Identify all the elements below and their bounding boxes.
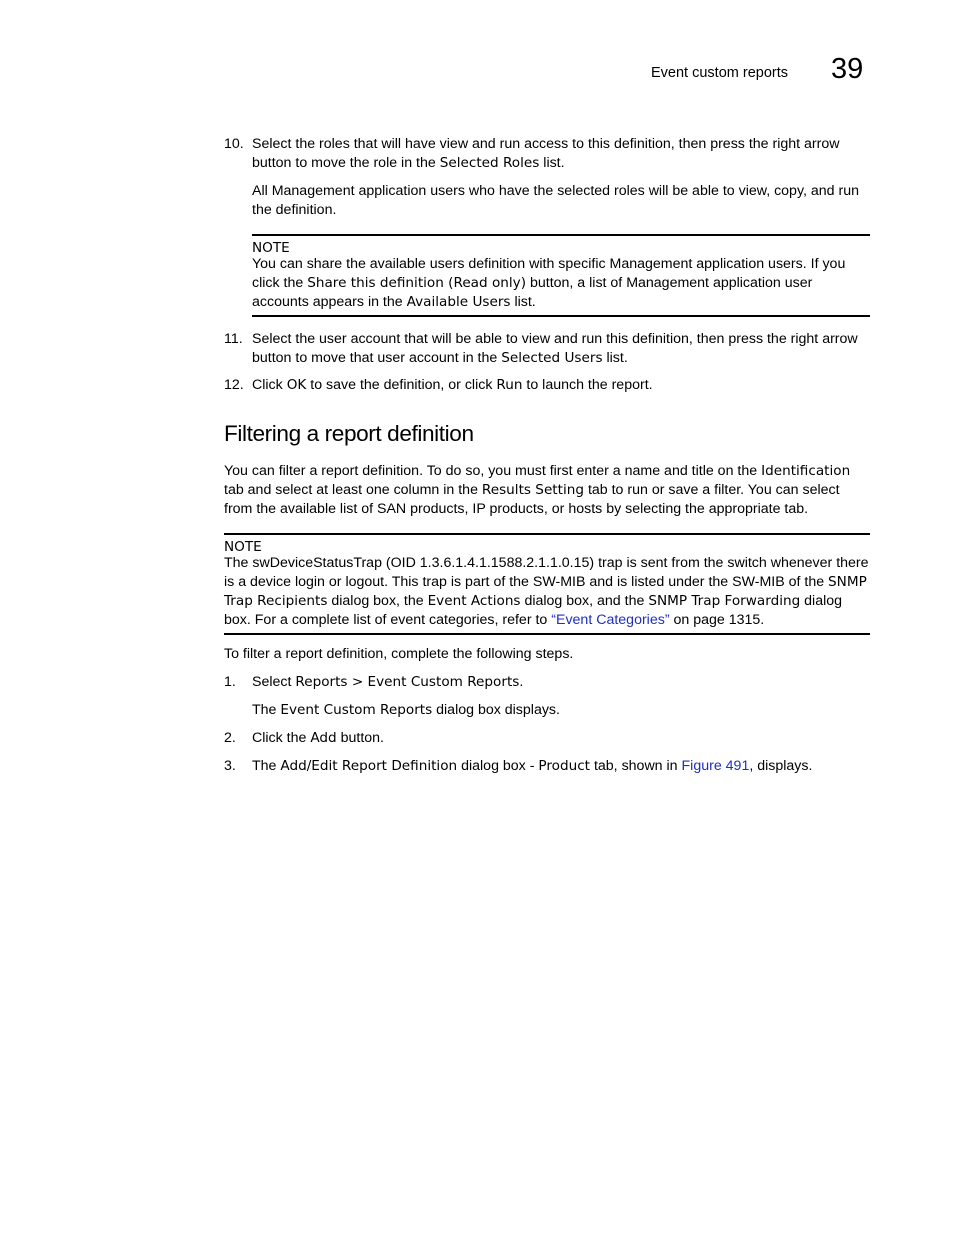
step-10-followup: All Management application users who have the selected roles will be able to view, copy, and run the definition. [252, 183, 859, 218]
section-intro: You can filter a report definition. To do so, you must first enter a name and title on the Identification tab and select at least one column in the Results Setting tab to run or save a filter. You can select from the available list of SAN products, IP products, or hosts by selecting the appropriate tab. [224, 463, 851, 517]
ui-term: Results Setting [481, 482, 584, 498]
ui-term: Run [496, 377, 523, 393]
figure-link[interactable]: Figure 491 [681, 758, 750, 774]
step-text: Click the Add button. [252, 730, 385, 746]
ui-term: Reports > Event Custom Reports [295, 674, 520, 690]
step-text: Click OK to save the definition, or click Run to launch the report. [252, 377, 653, 393]
running-header-title: Event custom reports [651, 65, 788, 81]
step-text: Select the roles that will have view and run access to this definition, then press the right arrow button to move the role in the Selected Roles list. [252, 136, 840, 171]
step-number: 2. [224, 730, 236, 746]
ui-term: SNMP Trap Recipients [224, 574, 867, 609]
ui-term: Add/Edit Report Definition [280, 758, 458, 774]
step-text: Select the user account that will be able to view and run this definition, then press the right arrow button to move that user account in the Selected Users list. [252, 331, 858, 366]
ui-term: Product [538, 758, 591, 774]
step-number: 3. [224, 758, 236, 774]
step-text: Select Reports > Event Custom Reports. [252, 674, 524, 690]
ui-term: SNMP Trap Forwarding [648, 593, 801, 609]
ui-term: Event Actions [427, 593, 521, 609]
ui-term: Add [310, 730, 337, 746]
cross-reference-link[interactable]: “Event Categories” [551, 612, 670, 628]
steps-intro: To filter a report definition, complete the following steps. [224, 646, 574, 662]
ui-term: Selected Roles [439, 155, 540, 171]
ui-term: Selected Users [501, 350, 603, 366]
chapter-number: 39 [831, 53, 864, 85]
step-number: 10. [224, 136, 244, 152]
step-1-followup: The Event Custom Reports dialog box displays. [252, 702, 560, 718]
note-body: You can share the available users definition with specific Management application users. If you click the Share this definition (Read only) button, a list of Management application user accounts appears in the Available Users list. [252, 256, 846, 310]
note-box [252, 234, 870, 317]
step-text: The Add/Edit Report Definition dialog box - Product tab, shown in Figure 491, displays. [252, 758, 813, 774]
ui-term: Event Custom Reports [280, 702, 433, 718]
section-heading: Filtering a report definition [224, 421, 474, 446]
note-title: NOTE [252, 240, 290, 256]
ui-term: Available Users [406, 294, 511, 310]
step-number: 11. [224, 331, 243, 347]
ui-term: Identification [761, 463, 851, 479]
step-number: 12. [224, 377, 244, 393]
ui-term: OK [286, 377, 307, 393]
note-box [224, 533, 870, 635]
ui-term: Share this definition (Read only) [307, 275, 527, 291]
note-title: NOTE [224, 539, 262, 555]
note-body: The swDeviceStatusTrap (OID 1.3.6.1.4.1.1588.2.1.1.0.15) trap is sent from the switch whenever there is a device login or logout. This trap is part of the SW-MIB and is listed under the SW-MIB of the SNMP Trap Recipients dialog box, the Event Actions dialog box, and the SNMP Trap Forwarding dialog box. For a complete list of event categories, refer to “Event Categories” on page 1315. [224, 555, 869, 628]
step-number: 1. [224, 674, 236, 690]
